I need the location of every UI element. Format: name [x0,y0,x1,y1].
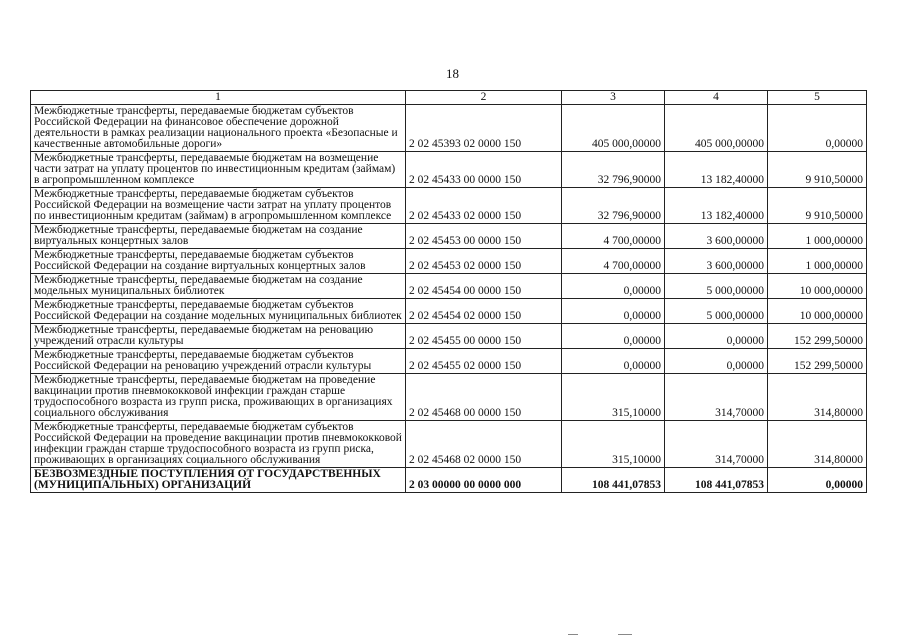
table-row [31,374,867,421]
amount-col3: 315,10000 [562,421,665,468]
total-description: БЕЗВОЗМЕЗДНЫЕ ПОСТУПЛЕНИЯ ОТ ГОСУДАРСТВЕННЫХ (МУНИЦИПАЛЬНЫХ) ОРГАНИЗАЦИЙ [31,468,406,493]
budget-code: 2 02 45454 02 0000 150 [406,299,562,324]
amount-col3: 32 796,90000 [562,188,665,224]
row-description: Межбюджетные трансферты, передаваемые бюджетам субъектов Российской Федерации на реновацию учреждений отрасли культуры [31,349,406,374]
amount-col5: 10 000,00000 [768,299,867,324]
amount-col5: 314,80000 [768,421,867,468]
total-amount-col5: 0,00000 [768,468,867,493]
budget-code: 2 02 45453 00 0000 150 [406,224,562,249]
table-row [31,299,867,324]
table-row [31,324,867,349]
amount-col4: 0,00000 [665,324,768,349]
amount-col4: 405 000,00000 [665,105,768,152]
amount-col5: 0,00000 [768,105,867,152]
amount-col3: 4 700,00000 [562,224,665,249]
amount-col5: 10 000,00000 [768,274,867,299]
budget-code: 2 02 45393 02 0000 150 [406,105,562,152]
row-description: Межбюджетные трансферты, передаваемые бюджетам на создание виртуальных концертных залов [31,224,406,249]
row-description: Межбюджетные трансферты, передаваемые бюджетам на создание модельных муниципальных библиотек [31,274,406,299]
row-description: Межбюджетные трансферты, передаваемые бюджетам субъектов Российской Федерации на финансовое обеспечение дорожной деятельности в рамках реализации национального проекта «Безопасные и качественные автомобильные дороги» [31,105,406,152]
table-row [31,152,867,188]
amount-col4: 5 000,00000 [665,274,768,299]
budget-code: 2 02 45453 02 0000 150 [406,249,562,274]
table-row [31,349,867,374]
page-number: 18 [446,66,459,81]
total-row [31,468,867,493]
column-header: 1 [31,91,406,105]
row-description: Межбюджетные трансферты, передаваемые бюджетам на реновацию учреждений отрасли культуры [31,324,406,349]
row-description: Межбюджетные трансферты, передаваемые бюджетам субъектов Российской Федерации на возмещение части затрат на уплату процентов по инвестиционным кредитам (займам) в агропромышленном комплексе [31,188,406,224]
budget-code: 2 02 45455 00 0000 150 [406,324,562,349]
amount-col5: 314,80000 [768,374,867,421]
table-row [31,105,867,152]
budget-code: 2 02 45468 00 0000 150 [406,374,562,421]
amount-col5: 152 299,50000 [768,324,867,349]
amount-col3: 405 000,00000 [562,105,665,152]
amount-col4: 3 600,00000 [665,224,768,249]
amount-col5: 1 000,00000 [768,249,867,274]
column-header: 4 [665,91,768,105]
scan-artifact [618,634,632,635]
table-row [31,188,867,224]
total-amount-col3: 108 441,07853 [562,468,665,493]
table-row [31,224,867,249]
table-row [31,274,867,299]
amount-col3: 315,10000 [562,374,665,421]
amount-col3: 32 796,90000 [562,152,665,188]
row-description: Межбюджетные трансферты, передаваемые бюджетам субъектов Российской Федерации на проведение вакцинации против пневмококковой инфекции граждан старше трудоспособного возраста из групп риска, проживающих в организациях социального обслуживания [31,421,406,468]
amount-col3: 4 700,00000 [562,249,665,274]
row-description: Межбюджетные трансферты, передаваемые бюджетам на проведение вакцинации против пневмококковой инфекции граждан старше трудоспособного возраста из групп риска, проживающих в организациях социального обслуживания [31,374,406,421]
amount-col4: 3 600,00000 [665,249,768,274]
amount-col5: 152 299,50000 [768,349,867,374]
row-description: Межбюджетные трансферты, передаваемые бюджетам на возмещение части затрат на уплату процентов по инвестиционным кредитам (займам) в агропромышленном комплексе [31,152,406,188]
scan-artifact [568,634,578,635]
amount-col4: 5 000,00000 [665,299,768,324]
total-budget-code: 2 03 00000 00 0000 000 [406,468,562,493]
budget-code: 2 02 45433 02 0000 150 [406,188,562,224]
budget-code: 2 02 45455 02 0000 150 [406,349,562,374]
amount-col3: 0,00000 [562,349,665,374]
amount-col4: 13 182,40000 [665,152,768,188]
budget-table [30,90,867,493]
amount-col5: 9 910,50000 [768,188,867,224]
amount-col4: 314,70000 [665,421,768,468]
row-description: Межбюджетные трансферты, передаваемые бюджетам субъектов Российской Федерации на создание виртуальных концертных залов [31,249,406,274]
header-row [31,91,867,105]
table-row [31,421,867,468]
amount-col4: 314,70000 [665,374,768,421]
amount-col5: 1 000,00000 [768,224,867,249]
column-header: 3 [562,91,665,105]
amount-col4: 0,00000 [665,349,768,374]
amount-col4: 13 182,40000 [665,188,768,224]
amount-col3: 0,00000 [562,274,665,299]
column-header: 2 [406,91,562,105]
budget-code: 2 02 45433 00 0000 150 [406,152,562,188]
amount-col3: 0,00000 [562,299,665,324]
total-amount-col4: 108 441,07853 [665,468,768,493]
column-header: 5 [768,91,867,105]
amount-col5: 9 910,50000 [768,152,867,188]
budget-code: 2 02 45454 00 0000 150 [406,274,562,299]
budget-code: 2 02 45468 02 0000 150 [406,421,562,468]
row-description: Межбюджетные трансферты, передаваемые бюджетам субъектов Российской Федерации на создание модельных муниципальных библиотек [31,299,406,324]
amount-col3: 0,00000 [562,324,665,349]
table-row [31,249,867,274]
